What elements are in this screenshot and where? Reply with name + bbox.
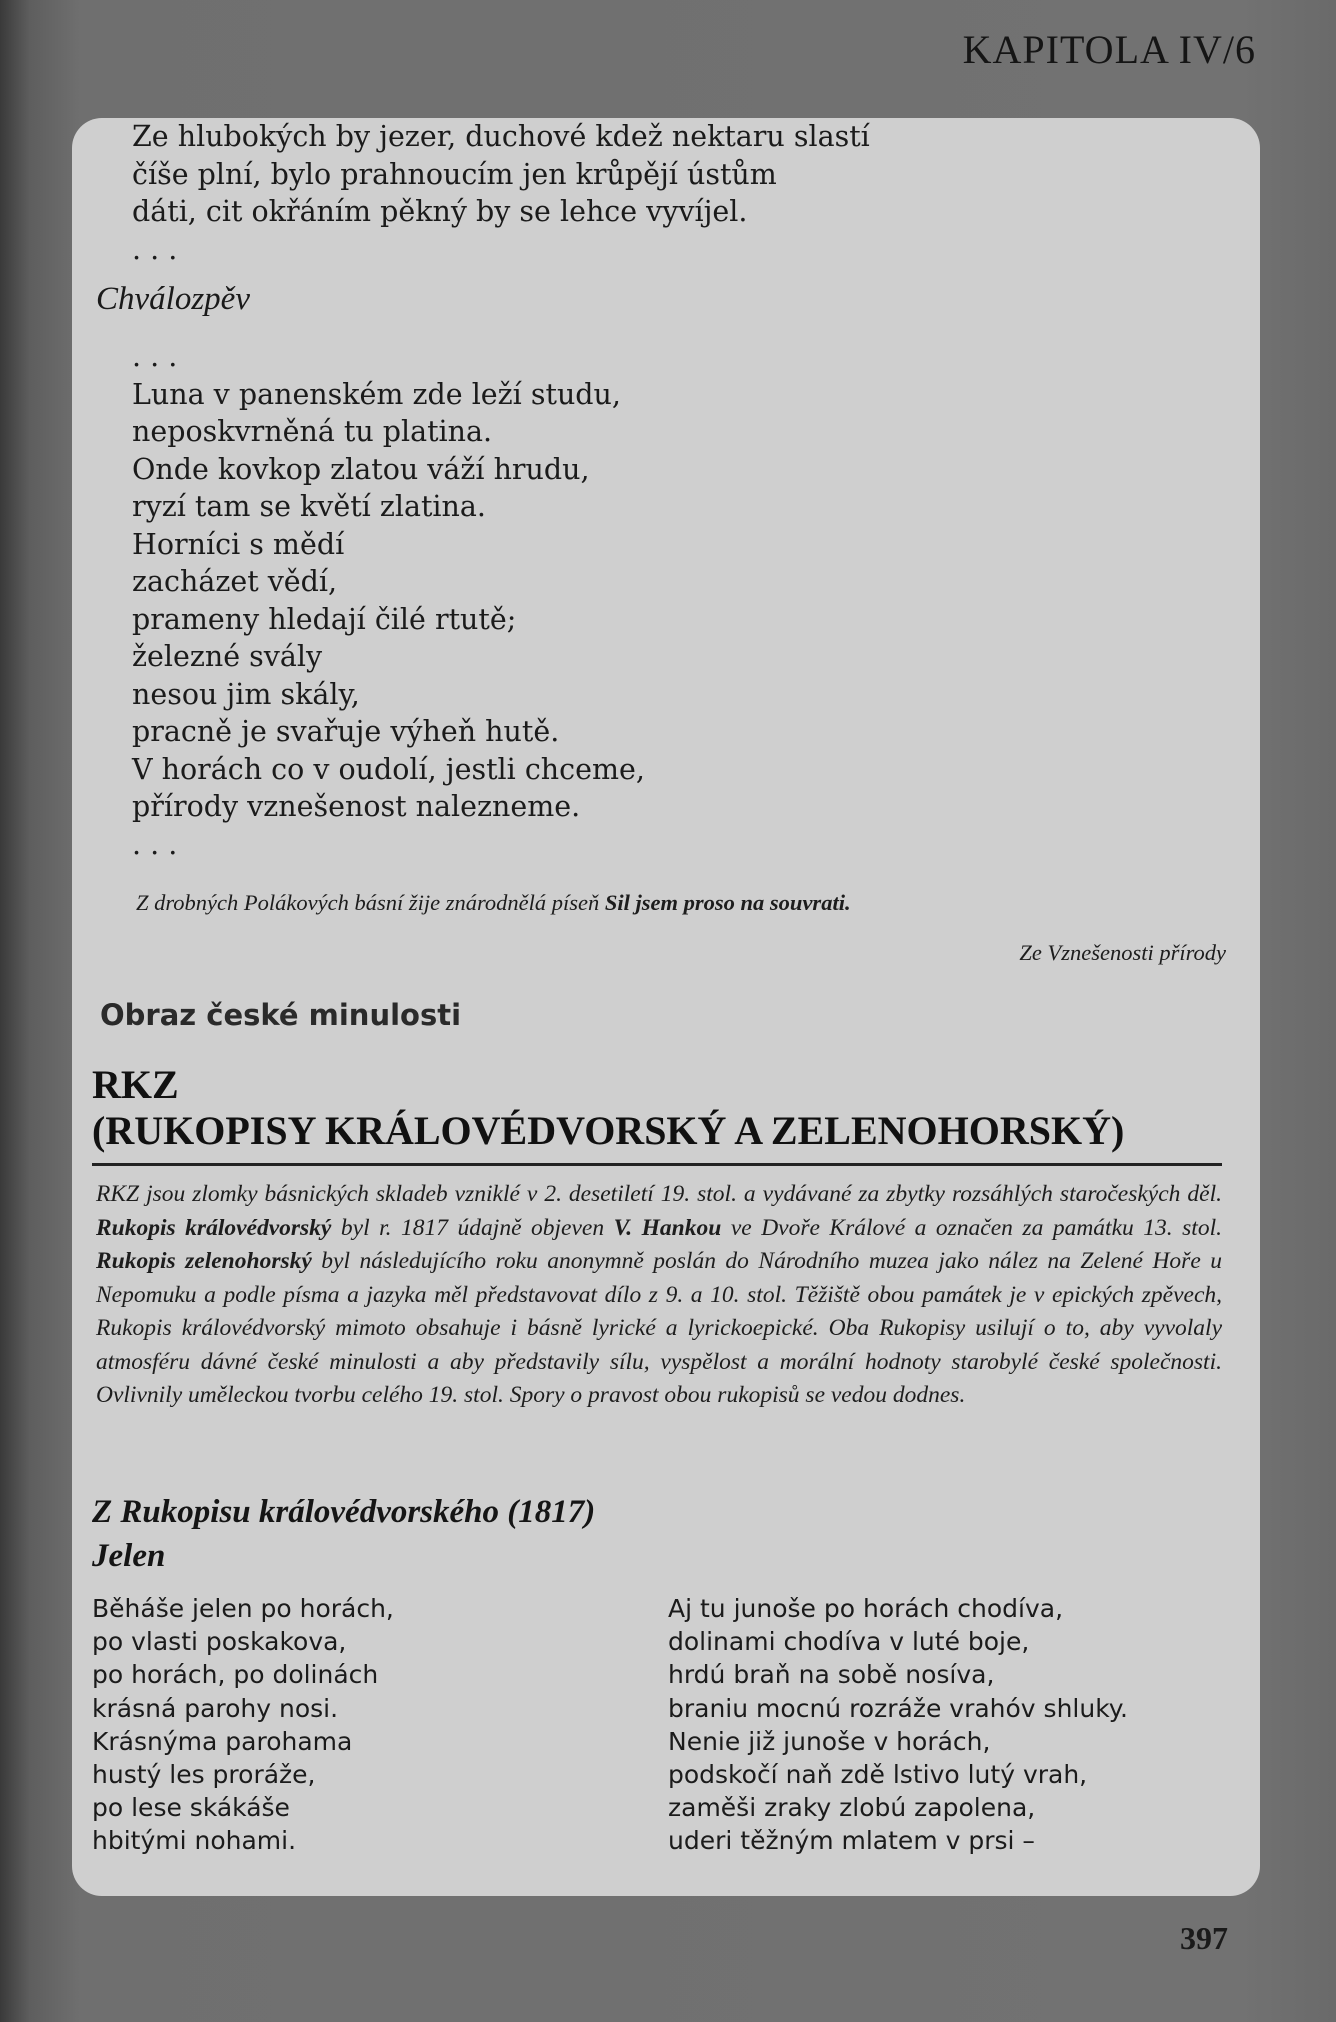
note-text: Z drobných Polákových básní žije znárodnělá píseň <box>136 890 605 915</box>
poem-title: Jelen <box>92 1538 166 1574</box>
poem-line: braniu mocnú rozráže vrahóv shluky. <box>668 1693 1128 1723</box>
poem-line: číše plní, bylo prahnoucím jen krůpějí ústům <box>132 157 777 191</box>
poem-line: podskočí naň zdě lstivo lutý vrah, <box>668 1760 1088 1790</box>
poem-line: prameny hledají čilé rtutě; <box>132 602 517 636</box>
poem-line: železné svály <box>132 640 323 673</box>
poem-line: . . . <box>132 232 178 266</box>
page-number: 397 <box>1180 1920 1228 1956</box>
jelen-right-column <box>668 1592 1128 1858</box>
para-text: byl r. 1817 údajně objeven <box>331 1214 614 1241</box>
jelen-left-column <box>92 1592 394 1858</box>
rkz-heading <box>92 1062 1222 1154</box>
poem-line: hbitými nohami. <box>92 1826 297 1856</box>
poem-line: po horách, po dolinách <box>92 1660 379 1690</box>
poem-line: nesou jim skály, <box>132 677 360 711</box>
poem-line: hustý les proráže, <box>92 1760 316 1790</box>
chapter-header: KAPITOLA IV/6 <box>962 27 1256 72</box>
para-bold: Rukopis královédvorský <box>96 1214 332 1241</box>
poem-line: zaměši zraky zlobú zapolena, <box>668 1793 1036 1823</box>
poem-line: neposkvrněná tu platina. <box>132 415 493 448</box>
intro-poem <box>132 118 870 268</box>
poem-line: zacházet vědí, <box>132 565 338 598</box>
para-text: byl následujícího roku anonymně poslán do Národního muzea jako nález na Zelené Hoře u Nepomuku a podle písma a jazyka měl představovat dílo z 9. a 10. stol. Těžiště obou památek je v epických zpěvech, Rukopis královédvorský mimoto obsahuje i básně lyrické a lyrickoepické. Oba Rukopisy usilují o to, aby vyvolaly atmosféru dávné české minulosti a aby představily sílu, vyspělost a morální hodnoty starobylé české společnosti. Ovlivnily uměleckou tvorbu celého 19. stol. Spory o pravost obou rukopisů se vedou dodnes. <box>96 1248 1228 1408</box>
poem-line: krásná parohy nosi. <box>92 1693 339 1723</box>
rkz-paragraph <box>96 1178 1228 1413</box>
rkz-title-line2: (RUKOPISY KRÁLOVÉDVORSKÝ A ZELENOHORSKÝ) <box>92 1108 1125 1153</box>
poem-line: Luna v panenském zde leží studu, <box>132 377 621 411</box>
poem-line: dáti, cit okřáním pěkný by se lehce vyvíjel. <box>132 195 748 228</box>
poem-line: přírody vznešenost nalezneme. <box>132 790 581 823</box>
divider <box>92 1163 1222 1166</box>
poem-line: uderi těžným mlatem v prsi – <box>668 1826 1035 1856</box>
poem-line: ryzí tam se květí zlatina. <box>132 490 486 523</box>
para-text: RKZ jsou zlomky básnických skladeb vzniklé v 2. desetiletí 19. stol. a vydávané za zbytky rozsáhlých staročeských děl. <box>96 1181 1228 1207</box>
poem-line: Nenie již junoše v horách, <box>668 1726 991 1756</box>
poem-line: hrdú braň na sobě nosíva, <box>668 1660 995 1690</box>
poem-line: Aj tu junoše po horách chodíva, <box>668 1594 1064 1623</box>
poem-line: po lese skákáše <box>92 1793 290 1823</box>
source-attribution: Ze Vznešenosti přírody <box>1019 940 1226 965</box>
chvalozpev-poem <box>132 338 645 863</box>
poem-line: Běháše jelen po horách, <box>92 1594 394 1623</box>
poem-line: . . . <box>132 340 178 373</box>
excerpt-title: Z Rukopisu královédvorského (1817) <box>92 1494 596 1530</box>
poem-line: V horách co v oudolí, jestli chceme, <box>132 752 645 786</box>
poem-line: . . . <box>132 827 178 861</box>
folk-song-note <box>136 890 851 916</box>
poem-line: po vlasti poskakova, <box>92 1627 347 1657</box>
para-bold: Rukopis zelenohorský <box>96 1248 312 1274</box>
para-bold: V. Hankou <box>613 1214 722 1241</box>
rkz-title-line1: RKZ <box>92 1062 179 1107</box>
poem-line: Horníci s mědí <box>132 527 345 561</box>
poem-line: dolinami chodíva v luté boje, <box>668 1627 1030 1657</box>
para-text: ve Dvoře Králové a označen za památku 13. stol. <box>721 1214 1228 1241</box>
section-title: Obraz české minulosti <box>100 998 462 1032</box>
poem-line: Onde kovkop zlatou váží hrudu, <box>132 452 590 486</box>
poem-line: pracně je svařuje výheň hutě. <box>132 715 560 748</box>
poem-line: Krásnýma parohama <box>92 1726 353 1756</box>
note-song-title: Sil jsem proso na souvrati. <box>604 890 851 915</box>
poem-line: Ze hlubokých by jezer, duchové kdež nektaru slastí <box>132 120 870 153</box>
chvalozpev-title: Chválozpěv <box>96 281 250 317</box>
